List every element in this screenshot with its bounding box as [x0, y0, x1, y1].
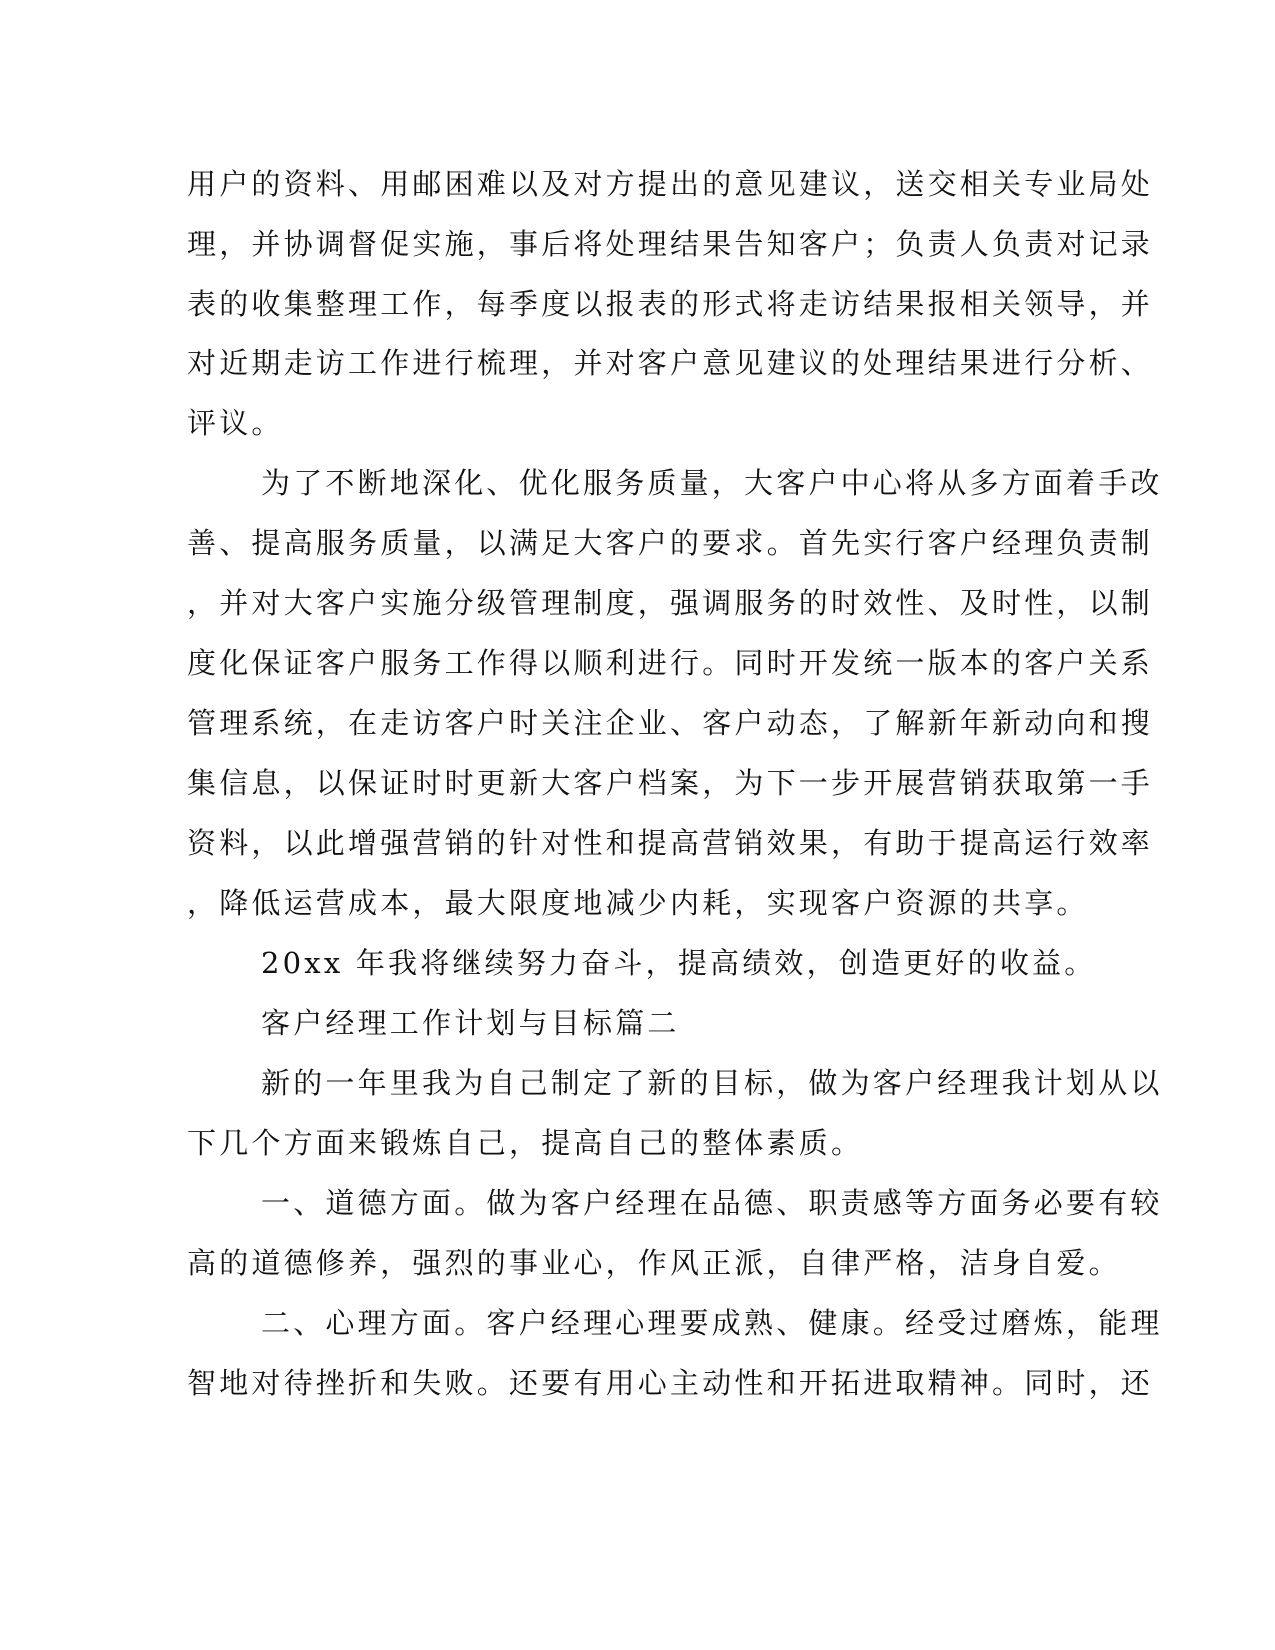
text-line: 度化保证客户服务工作得以顺利进行。同时开发统一版本的客户关系	[187, 646, 1154, 680]
text-line: 高的道德修养，强烈的事业心，作风正派，自律严格，洁身自爱。	[187, 1246, 1121, 1280]
text-line: 表的收集整理工作，每季度以报表的形式将走访结果报相关领导，并	[187, 287, 1154, 321]
text-line: ，降低运营成本，最大限度地减少内耗，实现客户资源的共享。	[187, 886, 1089, 920]
text-line: 评议。	[187, 406, 284, 440]
text-line: 善、提高服务质量，以满足大客户的要求。首先实行客户经理负责制	[187, 526, 1154, 560]
paragraph-start: 20xx 年我将继续努力奋斗，提高绩效，创造更好的收益。	[261, 946, 1097, 980]
paragraph-start: 二、心理方面。客户经理心理要成熟、健康。经受过磨炼，能理	[261, 1306, 1163, 1340]
section-heading: 客户经理工作计划与目标篇二	[261, 1006, 680, 1040]
text-line: 用户的资料、用邮困难以及对方提出的意见建议，送交相关专业局处	[187, 167, 1154, 201]
text-line: 下几个方面来锻炼自己，提高自己的整体素质。	[187, 1126, 864, 1160]
text-line: 智地对待挫折和失败。还要有用心主动性和开拓进取精神。同时，还	[187, 1366, 1154, 1400]
text-line: 管理系统，在走访客户时关注企业、客户动态，了解新年新动向和搜	[187, 706, 1154, 740]
paragraph-start: 新的一年里我为自己制定了新的目标，做为客户经理我计划从以	[261, 1066, 1163, 1100]
text-line: 集信息，以保证时时更新大客户档案，为下一步开展营销获取第一手	[187, 766, 1154, 800]
text-line: ，并对大客户实施分级管理制度，强调服务的时效性、及时性，以制	[187, 586, 1154, 620]
text-line: 对近期走访工作进行梳理，并对客户意见建议的处理结果进行分析、	[187, 346, 1154, 380]
text-line: 资料，以此增强营销的针对性和提高营销效果，有助于提高运行效率	[187, 826, 1154, 860]
paragraph-start: 为了不断地深化、优化服务质量，大客户中心将从多方面着手改	[261, 466, 1163, 500]
paragraph-start: 一、道德方面。做为客户经理在品德、职责感等方面务必要有较	[261, 1186, 1163, 1220]
text-line: 理，并协调督促实施，事后将处理结果告知客户；负责人负责对记录	[187, 227, 1154, 261]
